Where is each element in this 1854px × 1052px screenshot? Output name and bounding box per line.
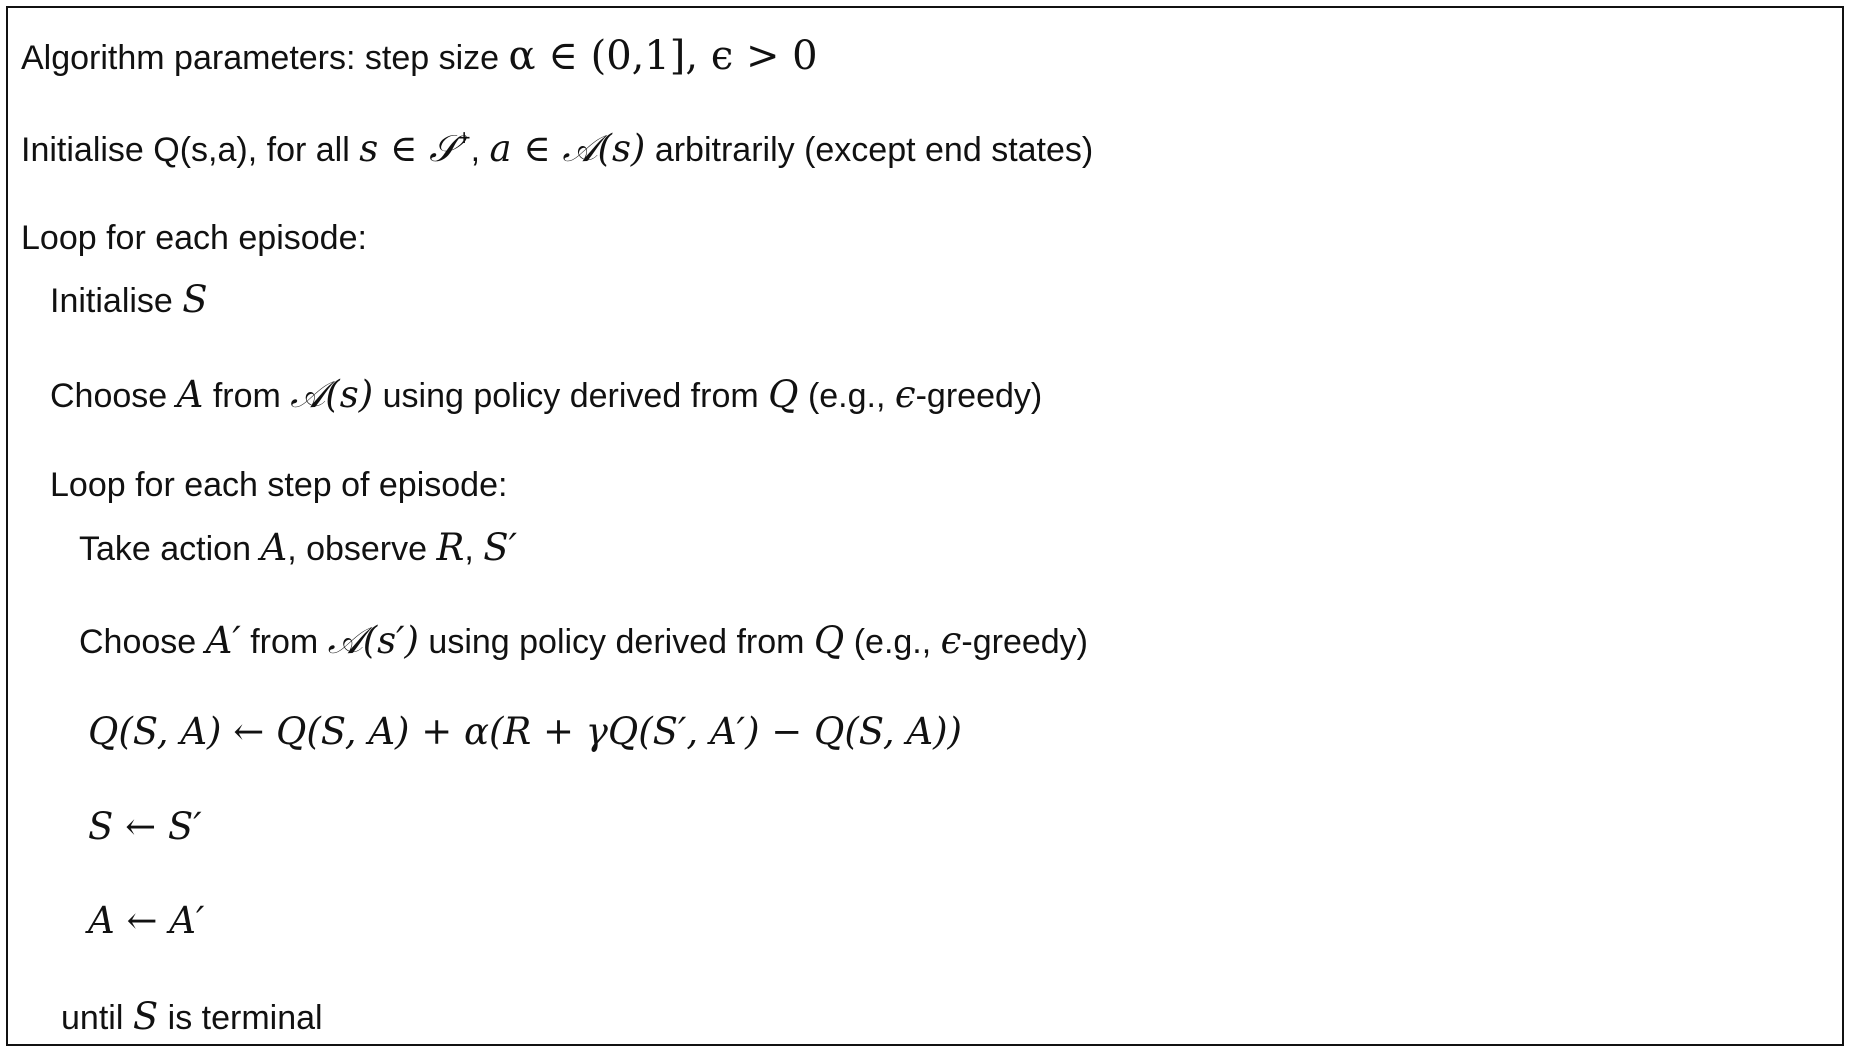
choose2-label: Choose [79, 623, 197, 661]
init-q-action-set: a ∈ 𝒜(s) [489, 127, 646, 170]
take-a: A [260, 526, 288, 569]
loop-step-line: Loop for each step of episode: [50, 466, 508, 504]
initialise-s-line [50, 278, 208, 321]
algorithm-parameters-line [21, 33, 818, 79]
params-alpha-formula: α ∈ (0,1], ϵ > 0 [508, 33, 818, 79]
choose-q: Q [768, 373, 799, 416]
loop-episode-line: Loop for each episode: [21, 219, 367, 257]
init-s-label: Initialise [50, 282, 173, 320]
take-observe: , observe [287, 530, 428, 568]
init-q-plus-superscript: + [457, 125, 471, 150]
until-var: S [132, 995, 159, 1038]
take-action-line [79, 526, 518, 569]
take-s: S′ [483, 526, 518, 569]
algorithm-box [6, 6, 1844, 1046]
choose2-using: using policy derived from [428, 623, 805, 661]
take-comma: , [464, 530, 474, 568]
init-q-state-set: s ∈ 𝒮 [359, 127, 458, 170]
initialise-q-line [21, 125, 1094, 170]
params-label: Algorithm parameters: step size [21, 39, 500, 77]
take-r: R [436, 526, 465, 569]
choose2-var: A′ [205, 619, 241, 662]
until-label: until [61, 999, 124, 1037]
init-q-rest: arbitrarily (except end states) [654, 131, 1094, 169]
until-terminal-line [61, 995, 323, 1038]
choose2-q: Q [813, 619, 845, 662]
choose-var: A [176, 373, 204, 416]
choose-using: using policy derived from [382, 377, 759, 415]
assign-a-equation: A ← A′ [88, 899, 205, 942]
choose-eg-eps: ϵ [894, 373, 916, 416]
choose2-from: from [250, 623, 319, 661]
assign-s-equation: S ← S′ [88, 805, 202, 848]
choose-from: from [212, 377, 281, 415]
until-rest: is terminal [167, 999, 323, 1037]
choose-set: 𝒜(s) [290, 373, 374, 416]
choose-next-action-line [79, 619, 1088, 662]
choose-label: Choose [50, 377, 168, 415]
choose2-eg-eps: ϵ [940, 619, 962, 662]
choose-eg-open: (e.g., [807, 377, 886, 415]
choose-eg-close: -greedy) [915, 377, 1043, 415]
choose2-set: 𝒜(s′) [327, 619, 419, 662]
init-q-comma: , [470, 131, 481, 169]
choose-action-line [50, 373, 1043, 416]
choose2-eg-open: (e.g., [853, 623, 932, 661]
init-q-label: Initialise Q(s,a), for all [21, 131, 350, 169]
init-s-var: S [182, 278, 208, 321]
take-label: Take action [79, 530, 251, 568]
q-update-equation: Q(S, A) ← Q(S, A) + α(R + γQ(S′, A′) − Q(S, A)) [88, 710, 962, 753]
choose2-eg-close: -greedy) [961, 623, 1088, 661]
